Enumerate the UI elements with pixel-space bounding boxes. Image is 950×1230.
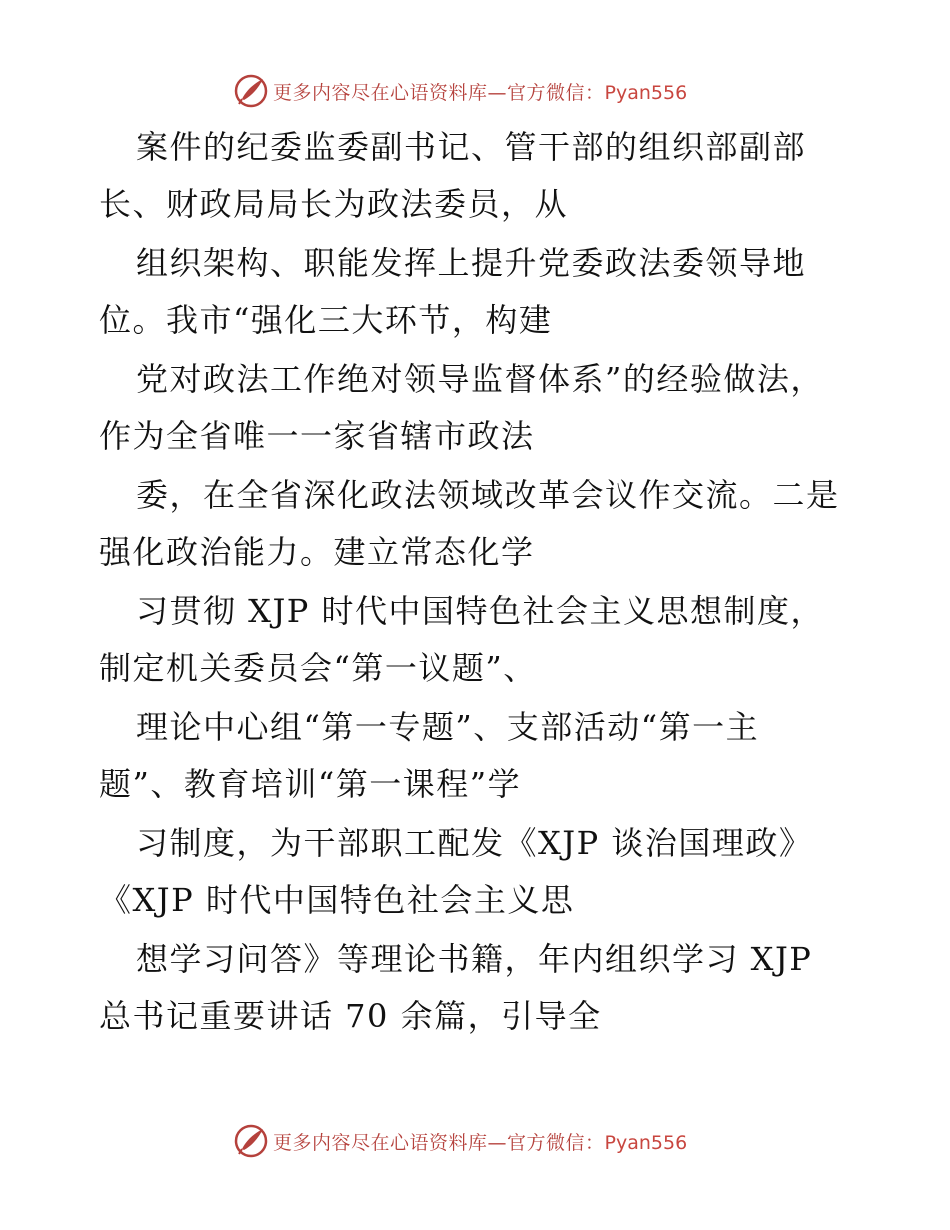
quill-logo-icon xyxy=(233,1123,269,1159)
body-line: 作为全省唯一一家省辖市政法 xyxy=(99,417,535,455)
footer-watermark xyxy=(233,1121,687,1161)
watermark-text: 更多内容尽在心语资料库—官方微信：Pyan556 xyxy=(273,81,688,104)
body-line: 总书记重要讲话 70 余篇，引导全 xyxy=(99,997,602,1035)
quill-logo-icon xyxy=(233,73,269,109)
body-line: 《XJP 时代中国特色社会主义思 xyxy=(99,881,575,919)
body-line: 案件的纪委监委副书记、管干部的组织部副部 xyxy=(136,128,807,166)
body-line: 委，在全省深化政法领域改革会议作交流。二是 xyxy=(136,476,840,514)
body-line: 组织架构、职能发挥上提升党委政法委领导地 xyxy=(136,244,807,282)
body-line: 习制度，为干部职工配发《XJP 谈治国理政》 xyxy=(136,824,813,862)
body-line: 党对政法工作绝对领导监督体系”的经验做法， xyxy=(136,360,824,398)
body-line: 强化政治能力。建立常态化学 xyxy=(99,533,535,571)
watermark-text: 更多内容尽在心语资料库—官方微信：Pyan556 xyxy=(273,1131,688,1154)
body-line: 长、财政局局长为政法委员，从 xyxy=(99,185,569,223)
body-line: 位。我市“强化三大环节，构建 xyxy=(99,301,553,339)
body-line: 理论中心组“第一专题”、支部活动“第一主 xyxy=(136,708,760,746)
body-line: 想学习问答》等理论书籍，年内组织学习 XJP xyxy=(136,940,813,978)
header-watermark xyxy=(233,71,687,111)
body-line: 题”、教育培训“第一课程”学 xyxy=(99,765,522,803)
body-line: 习贯彻 XJP 时代中国特色社会主义思想制度， xyxy=(136,592,824,630)
body-line: 制定机关委员会“第一议题”、 xyxy=(99,649,537,687)
